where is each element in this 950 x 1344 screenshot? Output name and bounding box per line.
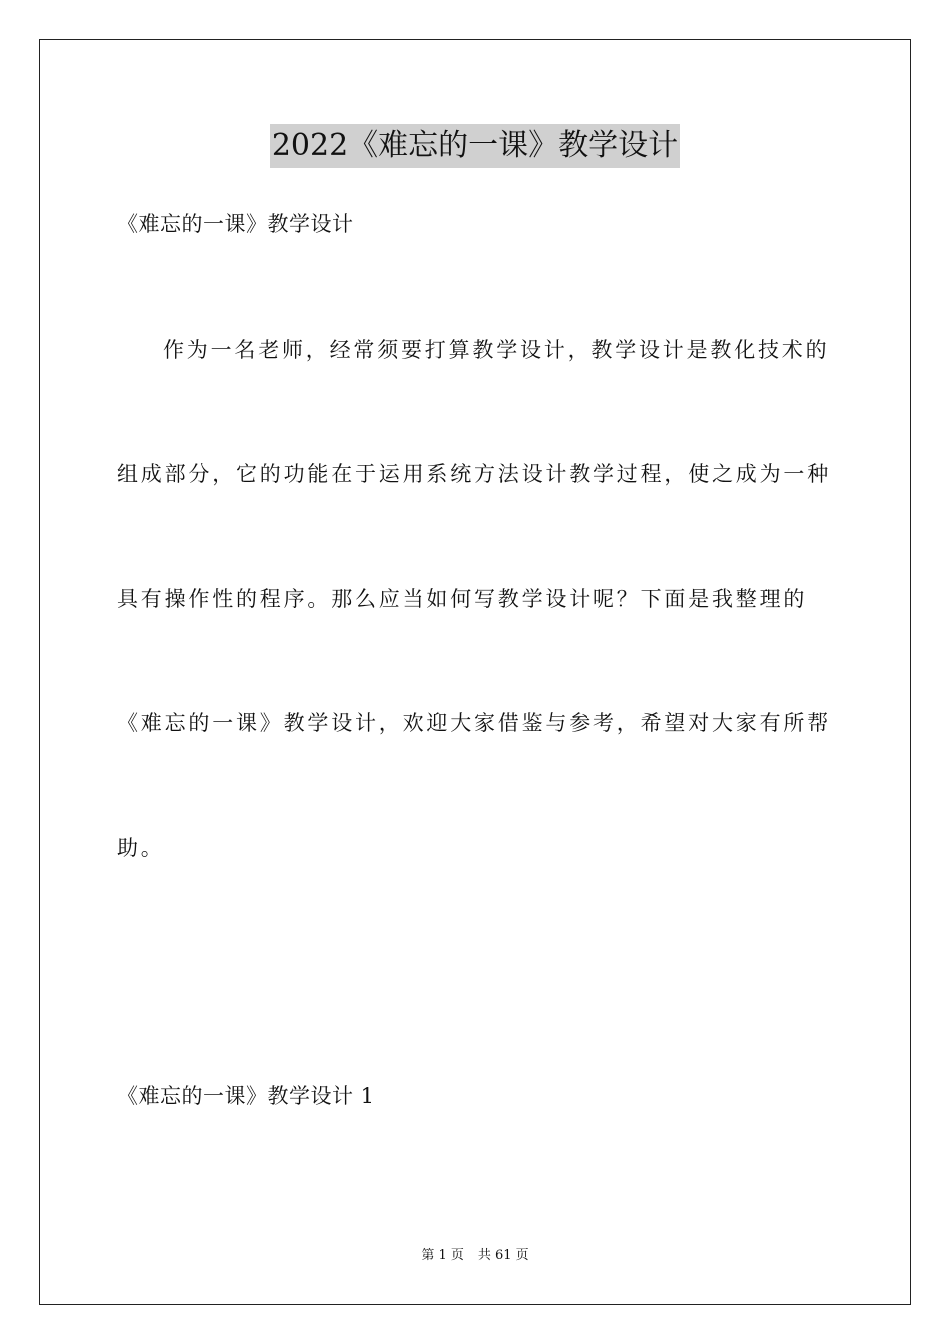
paragraph-line-5: 助。: [117, 836, 165, 860]
paragraph-line-1: 作为一名老师，经常须要打算教学设计，教学设计是教化技术的: [163, 338, 830, 362]
paragraph-line-3: 具有操作性的程序。那么应当如何写教学设计呢？下面是我整理的: [117, 587, 808, 611]
paragraph-line-4: 《难忘的一课》教学设计，欢迎大家借鉴与参考，希望对大家有所帮: [117, 711, 831, 735]
section-heading: 《难忘的一课》教学设计 1: [117, 1084, 375, 1108]
subtitle: 《难忘的一课》教学设计: [117, 212, 354, 236]
page-number: 第 1 页: [421, 1248, 464, 1263]
page-total: 共 61 页: [477, 1248, 529, 1263]
document-title: [0, 124, 950, 168]
paragraph-line-2: 组成部分，它的功能在于运用系统方法设计教学过程，使之成为一种: [117, 462, 831, 486]
page-footer: [0, 1247, 950, 1265]
document-title-text: 2022《难忘的一课》教学设计: [270, 124, 680, 168]
